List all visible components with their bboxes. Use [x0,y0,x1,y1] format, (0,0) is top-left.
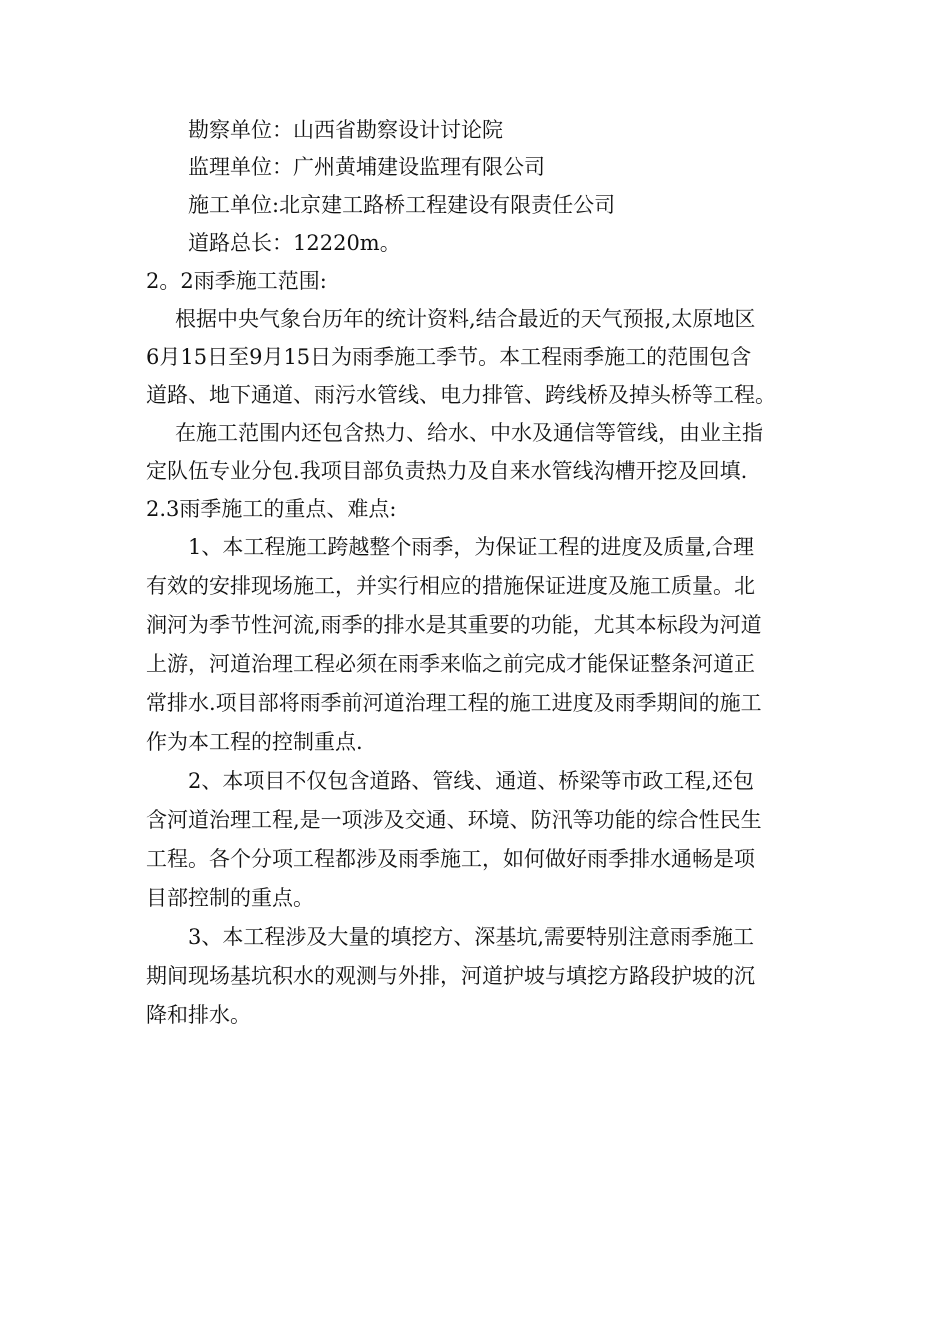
paragraph-line: 在施工范围内还包含热力、给水、中水及通信等管线，由业主指 [175,421,763,445]
supervision-unit-line: 监理单位：广州黄埔建设监理有限公司 [188,155,545,179]
paragraph-line: 期间现场基坑积水的观测与外排，河道护坡与填挖方路段护坡的沉 [146,964,755,988]
paragraph-line: 道路、地下通道、雨污水管线、电力排管、跨线桥及掉头桥等工程。 [146,383,776,407]
paragraph-line: 根据中央气象台历年的统计资料,结合最近的天气预报,太原地区 [175,307,756,331]
paragraph-line: 有效的安排现场施工，并实行相应的措施保证进度及施工质量。北 [146,574,755,598]
paragraph-line: 2、本项目不仅包含道路、管线、通道、桥梁等市政工程,还包 [188,769,755,793]
paragraph-line: 3、本工程涉及大量的填挖方、深基坑,需要特别注意雨季施工 [188,925,755,949]
section-heading-2-3: 2.3雨季施工的重点、难点: [146,497,397,521]
paragraph-line: 定队伍专业分包.我项目部负责热力及自来水管线沟槽开挖及回填. [146,459,748,483]
section-heading-2-2: 2。2雨季施工范围: [146,269,327,293]
paragraph-line: 工程。各个分项工程都涉及雨季施工，如何做好雨季排水通畅是项 [146,847,755,871]
paragraph-line: 上游，河道治理工程必须在雨季来临之前完成才能保证整条河道正 [146,652,755,676]
road-length-line: 道路总长：12220m。 [188,231,401,255]
paragraph-line: 含河道治理工程,是一项涉及交通、环境、防汛等功能的综合性民生 [146,808,762,832]
survey-unit-line: 勘察单位：山西省勘察设计讨论院 [188,118,503,142]
paragraph-line: 常排水.项目部将雨季前河道治理工程的施工进度及雨季期间的施工 [146,691,762,715]
paragraph-line: 目部控制的重点。 [146,886,314,910]
paragraph-line: 降和排水。 [146,1003,251,1027]
paragraph-line: 涧河为季节性河流,雨季的排水是其重要的功能，尤其本标段为河道 [146,613,762,637]
construction-unit-line: 施工单位:北京建工路桥工程建设有限责任公司 [188,193,616,217]
paragraph-line: 作为本工程的控制重点. [146,730,363,754]
paragraph-line: 6月15日至9月15日为雨季施工季节。本工程雨季施工的范围包含 [146,345,752,369]
paragraph-line: 1、本工程施工跨越整个雨季，为保证工程的进度及质量,合理 [188,535,755,559]
